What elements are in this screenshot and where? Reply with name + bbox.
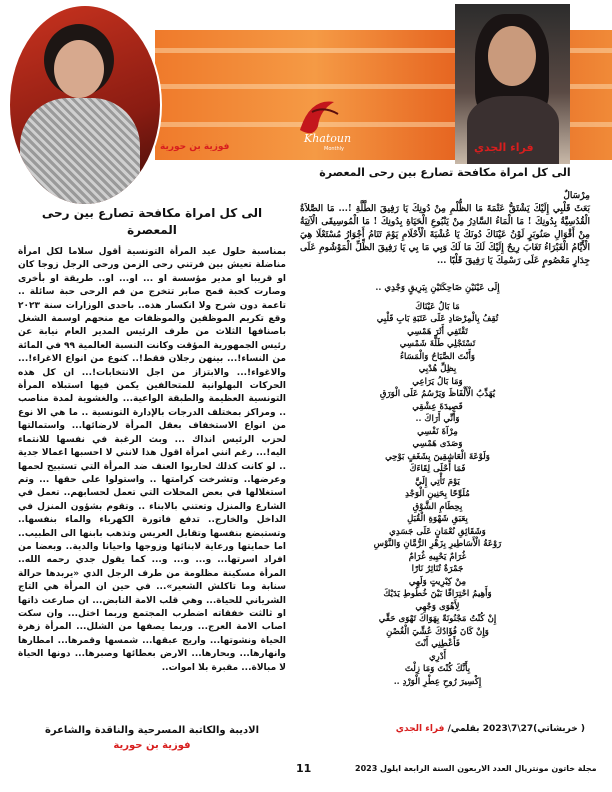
magazine-logo	[290, 92, 360, 152]
dateline-by: بقلمي/	[447, 724, 480, 734]
poem-line: إِكْسِيرَ رُوحِ عِطْرِ الْوَرْدِ ..	[393, 676, 482, 687]
poem-line: إِنْ كُنْتُ مَجْنُونَةً بِهَوَاكَ تَهْوَى حَقِّي	[378, 614, 497, 624]
poem-line: بِحِطَامِ الشَّوْقِ	[412, 501, 463, 512]
poem-line: مِنْ كِبْرِيتٍ وَلَهِي	[408, 576, 467, 587]
poem-line: غُرَامٌ يَحْيِيهِ غُرَامٌ	[408, 551, 467, 562]
poem-line: يَوْمَ تَأْتِي إِلَيَّ	[415, 476, 460, 487]
dateline-date: ( خربشاتي)27\7\2023	[482, 724, 585, 734]
magazine-issue-line: مجلة خاتون مونتريال العدد الاربعون السنة الرابعة ايلول 2023	[355, 764, 597, 773]
poem-line: تُقِفُ بِالْمِرْصَادِ عَلَى عَتَبَةِ بَابِ قَلْبِي	[376, 314, 499, 324]
poem-line: رَوْعَةُ الْأَسَاطِيرِ بِزَهْرِ الرُّمَّانِ وَالنَّوْسِ	[373, 539, 502, 549]
intro-heading: مِرْسَالٌ	[563, 191, 590, 201]
poem-line: وَلَوْعَةَ الْعَاشِقِينَ بِشَغَفٍ بَوْحِي	[385, 451, 490, 462]
photo-coat	[20, 98, 140, 206]
intro-paragraph: بَعَثَ قَلْبِي إِلَيْكَ يَشْتَقُّ عَتْمَةَ مَا الظُّلْمِ مِنْ دُونِكَ يَا رَفِيقَ الطَّلَّةِ !... مَا الصَّلاَةُ الْقُدُسِيَّةُ بِدُونِكَ ! مَا الْمَاءُ السَّادِرُ مِنْ يَنْبُوعِ الْحَيَاةِ بِدُونِكَ ! مَا الْمُوسِيقَى الْآتِيَةُ مِنْ أَقْوَالِ صَنُوبَرٍ لَوْنُ عَيْنَاكَ دُونَكَ يَا عُشْبَةَ الْأَحْلَامِ يَوْمَ تَنَامُ أَجْوَارُ مُسْتَعْلَا هِيَ الْأَيَّامُ الْغَبْرَاءُ تَغَابَ رِيحٌ إِلَيْكَ لَكَ مَا لَكَ وَبِي مَا بِي يَا رَفِيقَ الظِّلِّ الْمَوْشُومِ عَلَى جِدَارٍ مَعْصُومٍ عَلَى رَسْمِكَ يَا رَفِيقَ قَلْبًا ...	[300, 204, 590, 266]
poem-line: إِلَى عَيْنَيْنِ ضَاحِكَتَيْنِ بِبَرِيقٍ وَجْدِي ..	[375, 283, 500, 293]
photo-face	[54, 40, 104, 98]
left-article-signature-name: فوزية بن حورية	[113, 740, 191, 751]
right-article-dateline	[345, 724, 585, 734]
author-name-right: فراء الجدي	[474, 141, 534, 154]
left-article-body	[18, 246, 286, 675]
right-article-title: الى كل امراة مكافحة تصارع بين رحى المعصرة	[319, 166, 571, 179]
author-name-left: فوزية بن حورية	[160, 142, 230, 152]
poem-line: وَإِنْ كَانَ فُؤَادُكَ عُشِّيَ الْغُصْنِ	[386, 626, 489, 637]
logo-subtext: Monthly	[324, 146, 345, 152]
poem-line: وَأَهِيمُ احْتِرَاقًا بَيْنَ خُطُوطِ يَدَيْكَ	[383, 589, 492, 599]
poem-line: فَمَا أَحْلَى لِقَاءَكَ	[409, 464, 466, 474]
poem-line: وَمَا بَالُ يَرَاعِي	[412, 376, 463, 387]
left-article-title: الى كل امراة مكافحة تصارع بين رحى المعصرة	[41, 206, 263, 237]
poem-line: فَأَعْطِنِي أَنْتَ	[415, 639, 460, 649]
page-footer	[0, 762, 612, 776]
left-article-signature-role: الاديبة والكاتبة المسرحية والناقدة والشاعرة	[44, 725, 260, 736]
poem-line: جَمْرَةٌ تُنَاثِرُ نَارًا	[411, 564, 464, 574]
dateline-author: فراء الجدي	[395, 724, 445, 734]
poem-line: يُهَذِّبُ الْأَلْفَاظَ وَيَرْسُمُ عَلَى الْوَرَقِ	[379, 389, 496, 399]
poem-line: لِأَهْوَى وَجْهِي	[415, 601, 460, 612]
page-number: 11	[296, 762, 312, 775]
right-article-intro	[300, 190, 590, 268]
poem-line: مَا بَالُ عَيْنَاكَ	[415, 301, 460, 312]
poem-line: بِأَنَّكَ كُنْتَ وَمَا زِلْتَ	[404, 664, 471, 674]
left-article-paragraph: بمناسبة حلول عيد المرأة التونسية أقول سلاما لكل امرأة مناضلة تعيش بين فرتني رحى الزمن ورحى الرجل زوجا كان او قريبا او مدير مؤسسة او ... او... او.. طريقة او بأخرى وصارت كحبة قمح صابر تتخرج من فم الرحى حبة سائلة .. تاعمة دون شرح ولا انكسار هذه.. باحدى الوزارات سنة ٢٠٢٣ وقع تكريم الموظفين والموظفات مع منحهم اوسمة الشغل باصنافها الثلاث من طرف الرئيس المدير العام نيابة عن رئيس الجمهورية المؤقت وكانت النسبة العالمية ٩٩ في المائة من النساء!... بينهن رجلان فقط!.. كنوع من انواع الاغراء!... والاغواء!... والابتزاز من اجل الانتخابات!... ان كل هذه الحركات البهلوانية للمتحالفين يكمن فيها استبلاه المرأة التونسية العظيمة والطبقة الواعية... والغشوية لمدة مناصب .. ومراكز بمختلف الدرجات بالإدارة التونسية .. ما هي الا نوع من انواع الاستخفاف بعقل المرأة لارضائها... واستمالتها لحزب الرئيس انذاك ... وبث الرغبة في نفسها للانتماء اليه!... رغم انني امرأة اقول هذا لانني لا احسبها اعمالا جدية .. لو كانت كذلك لحاربوا العنف ضد المرأة التي تستبيح لحمها وعرضها.. وتشرخت كرامتها .. واستولوا على حقها ... وتم استغلالها في بعض المحلات التي تعمل لحسابهم.. تعمل في الشارع والمنزل وتعتني بالابناء .. وتقوم بشؤون المنزل في الداخل والخارج.. تدفع فاتورة الكهرباء والماء بنفسها.. وتستبضع بنفسها وتقابل العريس وتذهب بابنها الى الطبيب.. اما حمايتها ورعاية لابنائها وزوجها واحيانا والدية.. وبعضا من افراد اسرتها... و... و... و... كما يقول جدي رحمه الله.. المرأة مسكينة مظلومة من طرف الرجل الذي «يربدها حرالة سنابة وما تاكلش الشعير»... في حين ان المرأة هي التاج الشرياني للحياة... وهي قلب الامة النابض... ان صارعت ذاتها او ثالثت خفقاته اضطرب المجتمع وربما اختل... وان سكت اصاب الامة العرج... وربما يصفها من الشلل... المرأة زهرة الحياة ونشوتها... واريج عبقها... شمسها وقمرها... امطارها وانهارها... وبحارها... الارض بعطائها وصبرها... دونها الحياة لا مبالاة... مقبرة بلا اموات..	[18, 247, 287, 673]
poem-line: تَسْتَجْلِي طَلَّةَ شَمْسِي	[399, 339, 476, 349]
poem-line: مِرْآةَ نَفْسِي	[417, 426, 458, 437]
poem-line: وَأَنْتَ الصَّبَاحُ وَالْمَسَاءُ	[399, 351, 476, 362]
author-photo-right	[455, 4, 570, 164]
poem-line: بِعَبَقِ شَهْوَةِ الْقُبَلِ	[407, 514, 468, 524]
poem-line: قَصِيدَةَ عِشْقِي	[412, 401, 463, 412]
photo-face	[488, 26, 536, 86]
poem-line: وَأَنِّي أَرَاكَ ..	[415, 414, 460, 424]
poem-line: بِظِلِّ هُدْبِي	[418, 364, 457, 374]
khatoun-logo-icon	[290, 92, 360, 152]
poem-line: وَشَقَائِقِ نُعْمَانٍ عَلَى جَسَدِي	[389, 526, 486, 537]
logo-text: Khatoun	[304, 132, 352, 145]
poem-line: تَقْتَفِي أَثَرَ هَمْسِي	[407, 326, 468, 337]
author-photo-left	[8, 4, 162, 206]
poem-line: وَصَدَى هَمْسِي	[412, 439, 463, 449]
poem	[330, 282, 545, 688]
poem-line: أَدْرِي	[428, 651, 447, 662]
poem-line: مُلَوِّحًا بِحَنِينِ الْوَجْدِ	[405, 489, 470, 499]
